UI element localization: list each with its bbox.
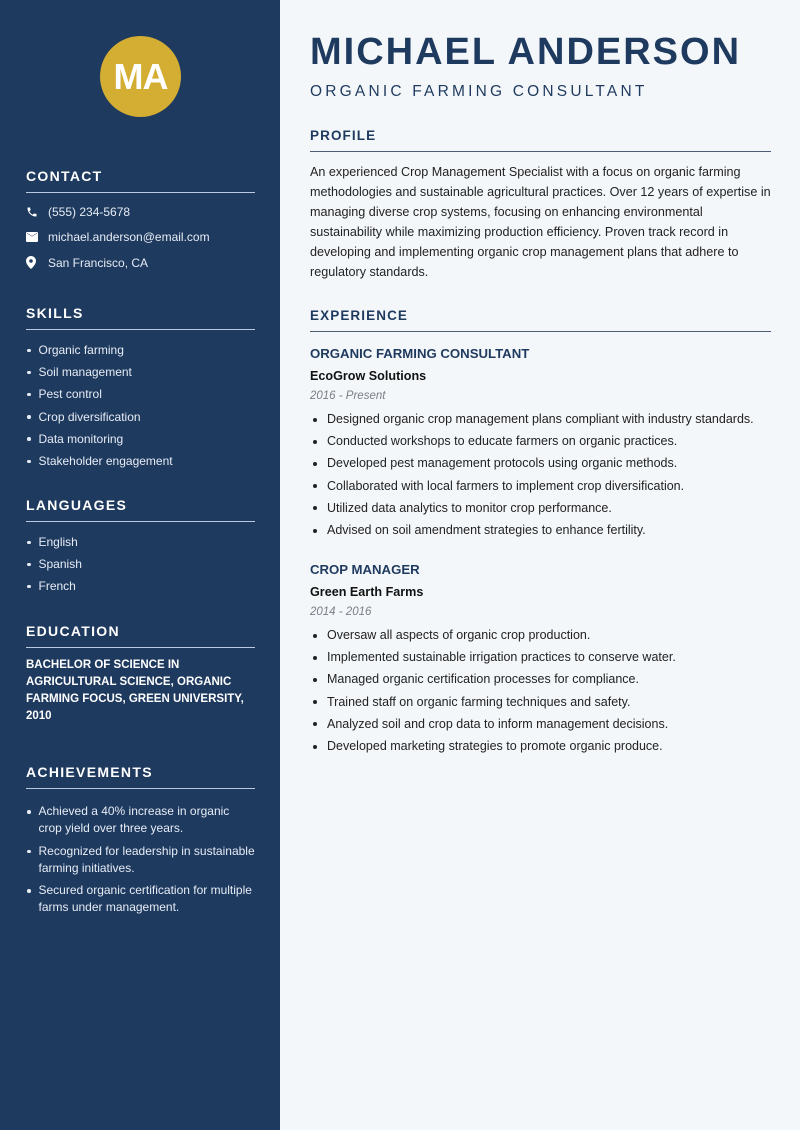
- candidate-title: ORGANIC FARMING CONSULTANT: [310, 83, 648, 100]
- contact-phone[interactable]: [26, 199, 255, 225]
- language-item: French: [26, 575, 255, 597]
- education-section: [26, 623, 255, 725]
- email-icon: [26, 232, 48, 242]
- job-bullet: Analyzed soil and crop data to inform management decisions.: [310, 713, 771, 735]
- candidate-name: MICHAEL ANDERSON: [310, 31, 742, 73]
- education-degree: BACHELOR OF SCIENCE IN AGRICULTURAL SCIENCE, ORGANIC FARMING FOCUS, GREEN UNIVERSITY, 2010: [26, 659, 244, 722]
- job-dates: 2016 - Present: [310, 390, 386, 402]
- profile-summary: An experienced Crop Management Specialist with a focus on organic farming methodologies and sustainable agricultural practices. Over 12 years of expertise in managing diverse crop systems, focusing on enhancing environmental sustainability while maximizing production efficiency. Proven track record in developing and implementing organic crop management plans that adhere to regulatory standards.: [310, 165, 771, 279]
- job-entry: [310, 346, 771, 541]
- experience-heading: EXPERIENCE: [310, 308, 771, 332]
- achievement-item: Secured organic certification for multiple farms under management.: [26, 882, 255, 916]
- job-entry: [310, 562, 771, 757]
- location-text: San Francisco, CA: [48, 255, 149, 270]
- contact-email[interactable]: [26, 225, 255, 251]
- job-bullet: Implemented sustainable irrigation practices to conserve water.: [310, 646, 771, 668]
- location-pin-icon: [26, 256, 48, 269]
- avatar-initials: MA: [113, 55, 168, 97]
- skills-heading: SKILLS: [26, 305, 255, 330]
- sidebar: [0, 0, 280, 1130]
- job-company: EcoGrow Solutions: [310, 369, 427, 383]
- job-bullets: [310, 408, 771, 541]
- achievement-item: Recognized for leadership in sustainable farming initiatives.: [26, 843, 255, 877]
- contact-heading: CONTACT: [26, 168, 255, 193]
- profile-section: [310, 128, 771, 282]
- achievement-item: Achieved a 40% increase in organic crop yield over three years.: [26, 803, 255, 837]
- contact-section: [26, 168, 255, 276]
- job-title: CROP MANAGER: [310, 562, 420, 577]
- skill-item: Soil management: [26, 361, 255, 383]
- job-title: ORGANIC FARMING CONSULTANT: [310, 346, 530, 361]
- job-bullet: Trained staff on organic farming techniques and safety.: [310, 691, 771, 713]
- languages-list: [26, 531, 255, 598]
- skill-item: Stakeholder engagement: [26, 450, 255, 472]
- language-item: English: [26, 531, 255, 553]
- job-bullets: [310, 624, 771, 757]
- job-dates: 2014 - 2016: [310, 606, 372, 618]
- skill-item: Pest control: [26, 383, 255, 405]
- experience-section: [310, 308, 771, 332]
- achievements-list: [26, 803, 255, 916]
- skill-item: Data monitoring: [26, 428, 255, 450]
- job-bullet: Developed marketing strategies to promote organic produce.: [310, 735, 771, 757]
- language-item: Spanish: [26, 553, 255, 575]
- skill-item: Organic farming: [26, 339, 255, 361]
- phone-icon: [26, 206, 48, 218]
- job-bullet: Collaborated with local farmers to implement crop diversification.: [310, 475, 771, 497]
- achievements-section: [26, 764, 255, 922]
- job-bullet: Developed pest management protocols using organic methods.: [310, 452, 771, 474]
- email-text: michael.anderson@email.com: [48, 230, 210, 245]
- job-bullet: Utilized data analytics to monitor crop performance.: [310, 497, 771, 519]
- avatar: [100, 36, 181, 117]
- skill-item: Crop diversification: [26, 406, 255, 428]
- job-bullet: Oversaw all aspects of organic crop production.: [310, 624, 771, 646]
- phone-text: (555) 234-5678: [48, 204, 131, 219]
- job-bullet: Managed organic certification processes for compliance.: [310, 668, 771, 690]
- achievements-heading: ACHIEVEMENTS: [26, 764, 255, 789]
- job-company: Green Earth Farms: [310, 585, 424, 599]
- languages-section: [26, 497, 255, 598]
- contact-location: [26, 250, 255, 276]
- education-heading: EDUCATION: [26, 623, 255, 648]
- job-bullet: Designed organic crop management plans compliant with industry standards.: [310, 408, 771, 430]
- profile-heading: PROFILE: [310, 128, 771, 152]
- skills-list: [26, 339, 255, 472]
- job-bullet: Conducted workshops to educate farmers on organic practices.: [310, 430, 771, 452]
- languages-heading: LANGUAGES: [26, 497, 255, 522]
- skills-section: [26, 305, 255, 472]
- job-bullet: Advised on soil amendment strategies to enhance fertility.: [310, 519, 771, 541]
